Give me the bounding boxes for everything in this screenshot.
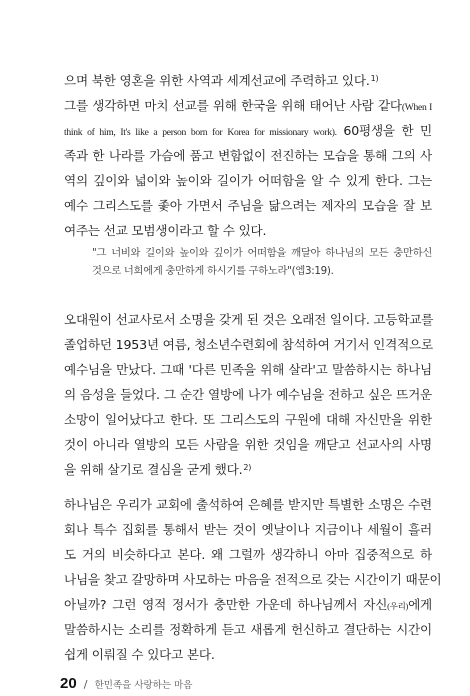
paragraph-line: 오대원이 선교사로서 소명을 갖게 된 것은 오래전 일이다. 고등학교를: [64, 312, 434, 327]
paragraph-line: 것이 아니라 열방의 모든 사람을 위한 것임을 깨닫고 선교사의 사명: [64, 437, 432, 452]
paragraph-line: 회나 특수 집회를 통해서 받는 것이 옛날이나 지금이나 세월이 흘러: [64, 522, 432, 537]
book-title: 한민족을 사랑하는 마음: [94, 680, 193, 691]
paragraph-line: 족과 한 나라를 가슴에 품고 변함없이 전진하는 모습을 통해 그의 사: [64, 148, 432, 163]
inline-note: (우리): [387, 601, 409, 611]
footer-separator: /: [83, 678, 88, 691]
paragraph-line: 하나님은 우리가 교회에 출석하여 은혜를 받지만 특별한 소명은 수련: [64, 497, 432, 512]
english-note: think of him, It's like a person born for Korea for missionary work).: [64, 127, 337, 138]
paragraph-line: 쉽게 이뤄질 수 있다고 본다.: [64, 647, 215, 662]
paragraph-line: 예수 그리스도를 좇아 가면서 주님을 닮으려는 제자의 모습을 잘 보: [64, 198, 432, 213]
paragraph-line: 졸업하던 1953년 여름, 청소년수련회에 참석하여 거기서 인격적으로: [64, 337, 433, 352]
paragraph-line: [64, 596, 432, 615]
line-text: 60평생을 한 민: [336, 123, 432, 138]
footnote-marker: 2): [243, 463, 252, 472]
line-text: 아닐까? 그런 영적 정서가 충만한 가운데 하나님께서 자신: [64, 597, 388, 612]
paragraph-line: [64, 122, 432, 142]
paragraph-line: [64, 72, 432, 92]
page-footer: [60, 673, 192, 692]
paragraph-line: 나님을 찾고 갈망하며 사모하는 마음을 전적으로 갖는 시간이기 때문이: [64, 572, 442, 587]
english-note: (When I: [401, 102, 432, 113]
paragraph-line: 도 거의 비슷하다고 본다. 왜 그럴까 생각하니 아마 집중적으로 하: [64, 547, 432, 562]
line-text: 을 위해 살기로 결심을 굳게 했다.: [64, 462, 243, 477]
paragraph-line: 예수님을 만났다. 그때 '다른 민족을 위해 살라'고 말씀하시는 하나님: [64, 362, 432, 377]
line-text: 에게: [408, 597, 432, 612]
line-text: 그를 생각하면 마치 선교를 위해 한국을 위해 태어난 사람 같다: [64, 98, 402, 113]
paragraph-line: [64, 461, 432, 481]
paragraph-line: 소망이 일어났다고 한다. 또 그리스도의 구원에 대해 자신만을 위한: [64, 412, 432, 427]
paragraph-line: 역의 깊이와 넓이와 높이와 길이가 어떠함을 알 수 있게 한다. 그는: [64, 173, 432, 188]
paragraph-line: 여주는 선교 모범생이라고 할 수 있다.: [64, 223, 267, 238]
scripture-quote-line: "그 너비와 길이와 높이와 깊이가 어떠함을 깨달아 하나님의 모든 충만하신: [92, 247, 432, 259]
footnote-marker: 1): [370, 74, 379, 83]
paragraph-line: 말씀하시는 소리를 정확하게 듣고 새롭게 헌신하고 결단하는 시간이: [64, 622, 432, 637]
paragraph-line: [64, 97, 432, 117]
paragraph-line: 의 음성을 들었다. 그 순간 열방에 나가 예수님을 전하고 싶은 뜨거운: [64, 387, 432, 402]
scripture-quote-line: 것으로 너희에게 충만하게 하시기를 구하노라"(엡3:19).: [92, 265, 334, 277]
line-text: 으며 북한 영혼을 위한 사역과 세계선교에 주력하고 있다.: [64, 73, 370, 88]
page-number: 20: [60, 675, 77, 692]
